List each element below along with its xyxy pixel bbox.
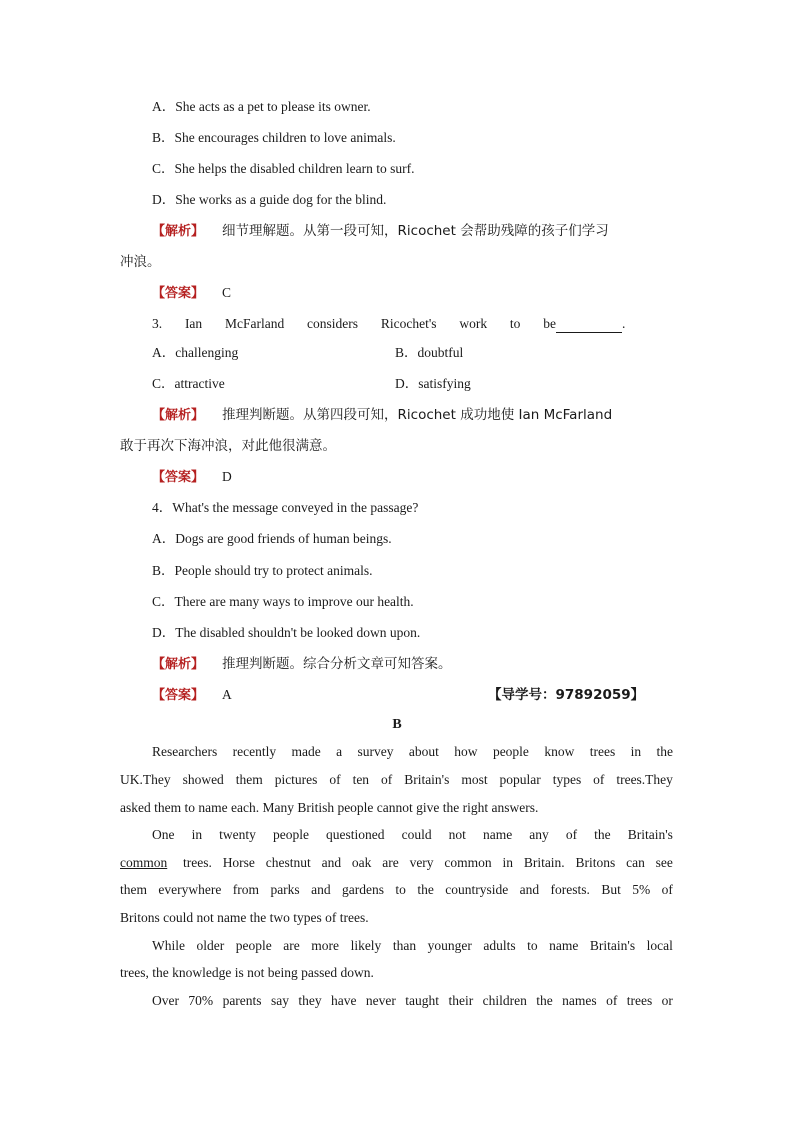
word: the — [594, 827, 611, 842]
passage-line — [152, 992, 673, 1010]
word: have — [331, 993, 357, 1008]
word: could — [401, 827, 432, 842]
word: Horse — [222, 855, 255, 870]
passage-line — [120, 771, 673, 789]
word: are — [382, 855, 399, 870]
word: made — [291, 744, 321, 759]
word: name — [482, 827, 513, 842]
word: McFarland — [225, 316, 285, 331]
word: in — [191, 827, 203, 842]
q2-answer: 【答案】 C — [152, 285, 232, 301]
q3-option-c: C．attractive — [152, 376, 225, 391]
q2-analysis-cont: 冲浪。 — [120, 254, 161, 270]
q4-option-d: D．The disabled shouldn't be looked down upon. — [152, 625, 421, 640]
q3-option-d: D．satisfying — [395, 376, 471, 391]
word: the — [417, 882, 434, 897]
word: older — [196, 938, 225, 953]
q3-stem — [152, 315, 556, 333]
word: 70% — [188, 993, 214, 1008]
word: of — [381, 772, 393, 787]
word: to — [527, 938, 538, 953]
word: how — [454, 744, 478, 759]
word: to — [509, 316, 521, 331]
passage-line — [152, 743, 673, 761]
word: names — [562, 993, 597, 1008]
word: say — [270, 993, 289, 1008]
word: showed — [182, 772, 224, 787]
word: very — [409, 855, 434, 870]
passage-line: trees, the knowledge is not being passed down. — [120, 965, 374, 980]
word: questioned — [326, 827, 385, 842]
passage-line — [183, 854, 673, 872]
answer-tag: 【答案】 — [152, 470, 205, 485]
word: countryside — [445, 882, 509, 897]
word: Britons — [575, 855, 616, 870]
word: local — [646, 938, 673, 953]
doc-number: 【导学号：97892059】 — [488, 687, 645, 703]
q3-analysis: 【解析】 推理判断题。从第四段可知，Ricochet 成功地使 Ian McFarland — [152, 407, 613, 423]
passage-line — [152, 826, 673, 844]
word: a — [336, 744, 343, 759]
q2-analysis: 【解析】 细节理解题。从第一段可知，Ricochet 会帮助残障的孩子们学习 — [152, 223, 609, 239]
passage-line — [120, 881, 673, 899]
word: ten — [352, 772, 370, 787]
passage-line: Britons could not name the two types of trees. — [120, 910, 369, 925]
word: But — [601, 882, 621, 897]
word: and — [519, 882, 540, 897]
word: parents — [222, 993, 262, 1008]
word: about — [408, 744, 439, 759]
word: survey — [357, 744, 394, 759]
word: they — [298, 993, 322, 1008]
section-title: B — [392, 717, 402, 732]
word: people — [235, 938, 272, 953]
word: the — [656, 744, 673, 759]
word: parks — [270, 882, 300, 897]
word: pictures — [274, 772, 318, 787]
word: twenty — [219, 827, 256, 842]
word: and — [321, 855, 342, 870]
word: One — [152, 827, 175, 842]
word: chestnut — [265, 855, 311, 870]
word: oak — [351, 855, 372, 870]
word: them — [235, 772, 263, 787]
word: in — [630, 744, 642, 759]
word: taught — [405, 993, 440, 1008]
q2-option-b: B．She encourages children to love animals. — [152, 130, 396, 145]
word: more — [311, 938, 340, 953]
word: of — [606, 993, 618, 1008]
word: than — [392, 938, 417, 953]
word: everywhere — [158, 882, 222, 897]
q3-blank: . — [556, 315, 625, 333]
q3-option-b: B．doubtful — [395, 345, 464, 360]
word: Britain. — [523, 855, 565, 870]
word: forests. — [550, 882, 590, 897]
word: from — [232, 882, 260, 897]
word: of — [329, 772, 341, 787]
word: can — [626, 855, 645, 870]
q3-option-a: A．challenging — [152, 345, 239, 360]
q2-option-a: A．She acts as a pet to please its owner. — [152, 99, 371, 114]
underlined-word: common — [120, 855, 168, 870]
word: trees — [626, 993, 653, 1008]
word: work — [459, 316, 488, 331]
word: their — [448, 993, 474, 1008]
word: of — [661, 882, 673, 897]
word: any — [529, 827, 549, 842]
word: trees.They — [616, 772, 673, 787]
q2-option-c: C．She helps the disabled children learn to surf. — [152, 161, 415, 176]
passage-line: asked them to name each. Many British people cannot give the right answers. — [120, 800, 539, 815]
word: common — [444, 855, 492, 870]
word: likely — [350, 938, 382, 953]
q3-answer: 【答案】 D — [152, 469, 232, 485]
word: most — [461, 772, 488, 787]
word: types — [552, 772, 582, 787]
word: name — [549, 938, 579, 953]
word: Researchers — [152, 744, 218, 759]
word: gardens — [342, 882, 384, 897]
q3-analysis-cont: 敢于再次下海冲浪，对此他很满意。 — [120, 438, 336, 454]
word: Britain's — [627, 827, 673, 842]
word: Over — [152, 993, 179, 1008]
passage-line — [152, 937, 673, 955]
word: or — [661, 993, 673, 1008]
word: be — [543, 316, 556, 331]
word: Ian — [184, 316, 203, 331]
word: younger — [427, 938, 472, 953]
word: 5% — [632, 882, 651, 897]
q4-analysis: 【解析】 推理判断题。综合分析文章可知答案。 — [152, 656, 452, 672]
word: 3. — [152, 316, 163, 331]
analysis-tag: 【解析】 — [152, 408, 205, 423]
analysis-tag: 【解析】 — [152, 657, 205, 672]
word: the — [536, 993, 553, 1008]
q4-option-b: B．People should try to protect animals. — [152, 563, 373, 578]
word: of — [593, 772, 605, 787]
word: never — [365, 993, 396, 1008]
word: Britain's — [589, 938, 636, 953]
word: know — [544, 744, 575, 759]
answer-tag: 【答案】 — [152, 286, 205, 301]
word: not — [448, 827, 466, 842]
word: trees. — [183, 855, 212, 870]
word: to — [395, 882, 406, 897]
q2-option-d: D．She works as a guide dog for the blind. — [152, 192, 387, 207]
word: people — [272, 827, 309, 842]
word: While — [152, 938, 185, 953]
word: popular — [499, 772, 541, 787]
word: recently — [232, 744, 277, 759]
word: are — [283, 938, 300, 953]
q4-answer: 【答案】 A — [152, 687, 232, 703]
word: people — [492, 744, 529, 759]
answer-tag: 【答案】 — [152, 688, 205, 703]
word: see — [655, 855, 673, 870]
word: considers — [307, 316, 359, 331]
analysis-tag: 【解析】 — [152, 224, 205, 239]
word: UK.They — [120, 772, 171, 787]
q4-option-a: A．Dogs are good friends of human beings. — [152, 531, 392, 546]
word: Ricochet's — [380, 316, 437, 331]
word: them — [120, 882, 147, 897]
word: children — [482, 993, 527, 1008]
q4-option-c: C．There are many ways to improve our health. — [152, 594, 414, 609]
word: of — [565, 827, 578, 842]
word: adults — [483, 938, 516, 953]
word: Britain's — [404, 772, 450, 787]
word: in — [502, 855, 513, 870]
q4-stem: 4．What's the message conveyed in the passage? — [152, 500, 419, 515]
word: trees — [589, 744, 616, 759]
word: and — [311, 882, 331, 897]
